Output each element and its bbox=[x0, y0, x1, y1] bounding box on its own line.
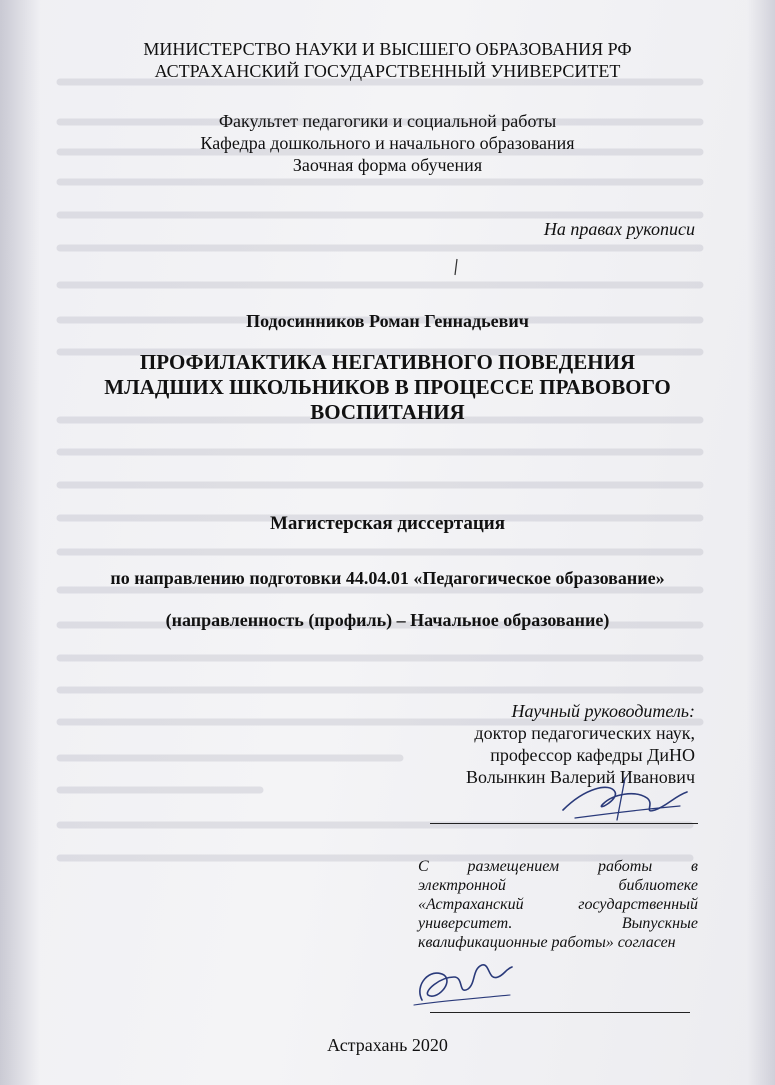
consent-line-3: «Астраханский государственный bbox=[418, 896, 698, 913]
consent-line-1: С размещением работы в bbox=[418, 858, 698, 875]
supervisor-signature bbox=[555, 770, 695, 830]
university-heading: АСТРАХАНСКИЙ ГОСУДАРСТВЕННЫЙ УНИВЕРСИТЕТ bbox=[154, 61, 621, 81]
department-name: Кафедра дошкольного и начального образования bbox=[200, 133, 575, 153]
supervisor-degree: доктор педагогических наук, bbox=[474, 723, 695, 743]
supervisor-label: Научный руководитель: bbox=[511, 701, 695, 721]
city-year: Астрахань 2020 bbox=[327, 1035, 448, 1055]
library-consent bbox=[418, 857, 698, 952]
faculty-name: Факультет педагогики и социальной работы bbox=[218, 111, 557, 131]
supervisor-signature-line bbox=[430, 823, 698, 824]
consent-signature bbox=[410, 955, 520, 1015]
study-direction: по направлению подготовки 44.04.01 «Педагогическое образование» bbox=[110, 568, 665, 588]
pen-mark bbox=[452, 258, 460, 276]
thesis-title-line-3: ВОСПИТАНИЯ bbox=[310, 400, 465, 424]
manuscript-rights: На правах рукописи bbox=[543, 219, 695, 239]
author-name: Подосинников Роман Геннадьевич bbox=[246, 311, 529, 331]
consent-line-4: университет. Выпускные bbox=[418, 915, 698, 932]
supervisor-position: профессор кафедры ДиНО bbox=[490, 745, 695, 765]
consent-signature-line bbox=[430, 1012, 690, 1013]
supervisor-name: Волынкин Валерий Иванович bbox=[466, 767, 695, 787]
consent-line-2: электронной библиотеке bbox=[418, 877, 698, 894]
thesis-title-line-2: МЛАДШИХ ШКОЛЬНИКОВ В ПРОЦЕССЕ ПРАВОВОГО bbox=[104, 375, 671, 399]
consent-line-5: квалификационные работы» согласен bbox=[418, 934, 676, 951]
ministry-heading: МИНИСТЕРСТВО НАУКИ И ВЫСШЕГО ОБРАЗОВАНИЯ РФ bbox=[143, 39, 632, 59]
work-type: Магистерская диссертация bbox=[269, 513, 506, 534]
study-profile: (направленность (профиль) – Начальное образование) bbox=[165, 610, 610, 630]
study-form: Заочная форма обучения bbox=[292, 155, 483, 175]
thesis-title-line-1: ПРОФИЛАКТИКА НЕГАТИВНОГО ПОВЕДЕНИЯ bbox=[139, 350, 636, 374]
